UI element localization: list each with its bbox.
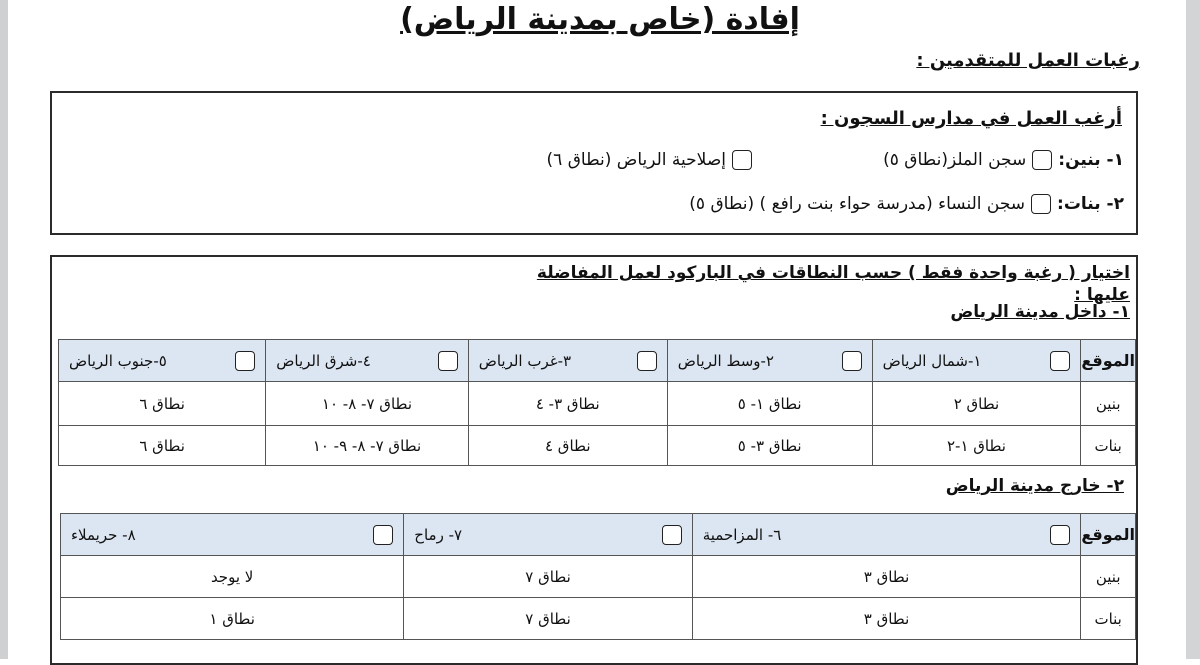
women-prison-label: سجن النساء (مدرسة حواء بنت رافع ) (نطاق ٥): [689, 194, 1026, 214]
boys-prison-row: [883, 150, 1124, 170]
col-east: [266, 340, 468, 382]
malaz-prison-checkbox[interactable]: [1032, 150, 1052, 170]
col-rumah: [404, 514, 692, 556]
girls-label: ٢- بنات:: [1057, 194, 1124, 214]
page-edge-right: [1186, 0, 1200, 659]
table-cell: نطاق ٣: [692, 556, 1081, 598]
row-label-boys: بنين: [1081, 556, 1136, 598]
east-label: ٤-شرق الرياض: [276, 351, 371, 370]
women-prison-checkbox[interactable]: [1031, 194, 1051, 214]
outside-riyadh-heading: ٢- خارج مدينة الرياض: [945, 476, 1124, 496]
col-central: [667, 340, 872, 382]
selection-heading: اختيار ( رغبة واحدة فقط ) حسب النطاقات في الباركود لعمل المفاضلة عليها :: [536, 263, 1130, 305]
col-south: [59, 340, 266, 382]
table-cell: نطاق ٣- ٤: [468, 382, 667, 426]
table-cell: نطاق ٣- ٥: [667, 426, 872, 466]
central-checkbox[interactable]: [842, 351, 862, 371]
outside-riyadh-table: [60, 513, 1136, 640]
row-label-girls: بنات: [1081, 426, 1136, 466]
col-muzahmiyah: [692, 514, 1081, 556]
table-cell: نطاق ٦: [59, 426, 266, 466]
north-label: ١-شمال الرياض: [882, 351, 982, 370]
table-row: [61, 598, 1136, 640]
table-cell: نطاق ٧- ٨- ١٠: [266, 382, 468, 426]
inside-riyadh-table: [58, 339, 1136, 466]
table-cell: نطاق ١- ٥: [667, 382, 872, 426]
outside-loc-header: الموقع: [1081, 514, 1136, 556]
document-title: إفادة (خاص بمدينة الرياض): [400, 2, 800, 37]
huraymila-checkbox[interactable]: [373, 525, 393, 545]
riyadh-reform-checkbox[interactable]: [732, 150, 752, 170]
col-north: [872, 340, 1081, 382]
riyadh-reform-row: [547, 150, 752, 170]
table-cell: نطاق ٧: [404, 556, 692, 598]
applicants-subtitle: رغبات العمل للمتقدمين :: [916, 50, 1140, 71]
table-cell: نطاق ١: [61, 598, 404, 640]
col-west: [468, 340, 667, 382]
table-row: [61, 556, 1136, 598]
table-cell: لا يوجد: [61, 556, 404, 598]
table-row: [59, 382, 1136, 426]
east-checkbox[interactable]: [438, 351, 458, 371]
row-label-girls: بنات: [1081, 598, 1136, 640]
table-cell: نطاق ٣: [692, 598, 1081, 640]
table-row: [59, 426, 1136, 466]
south-checkbox[interactable]: [235, 351, 255, 371]
table-cell: نطاق ١-٢: [872, 426, 1081, 466]
prison-heading: أرغب العمل في مدارس السجون :: [820, 108, 1122, 129]
table-cell: نطاق ٦: [59, 382, 266, 426]
col-huraymila: [61, 514, 404, 556]
girls-prison-row: [689, 194, 1124, 214]
table-cell: نطاق ٧- ٨- ٩- ١٠: [266, 426, 468, 466]
rumah-label: ٧- رماح: [414, 525, 463, 544]
inside-loc-header: الموقع: [1081, 340, 1136, 382]
muzahmiyah-label: ٦- المزاحمية: [702, 525, 782, 544]
west-checkbox[interactable]: [637, 351, 657, 371]
north-checkbox[interactable]: [1050, 351, 1070, 371]
huraymila-label: ٨- حريملاء: [71, 525, 136, 544]
malaz-prison-label: سجن الملز(نطاق ٥): [883, 150, 1027, 170]
table-cell: نطاق ٤: [468, 426, 667, 466]
page-edge-left: [0, 0, 8, 659]
west-label: ٣-غرب الرياض: [478, 351, 572, 370]
inside-riyadh-heading: ١- داخل مدينة الرياض: [950, 302, 1130, 322]
rumah-checkbox[interactable]: [662, 525, 682, 545]
table-cell: نطاق ٧: [404, 598, 692, 640]
riyadh-reform-label: إصلاحية الرياض (نطاق ٦): [546, 150, 726, 170]
table-cell: نطاق ٢: [872, 382, 1081, 426]
row-label-boys: بنين: [1081, 382, 1136, 426]
boys-label: ١- بنين:: [1058, 150, 1124, 170]
muzahmiyah-checkbox[interactable]: [1050, 525, 1070, 545]
central-label: ٢-وسط الرياض: [677, 351, 774, 370]
south-label: ٥-جنوب الرياض: [69, 351, 167, 370]
